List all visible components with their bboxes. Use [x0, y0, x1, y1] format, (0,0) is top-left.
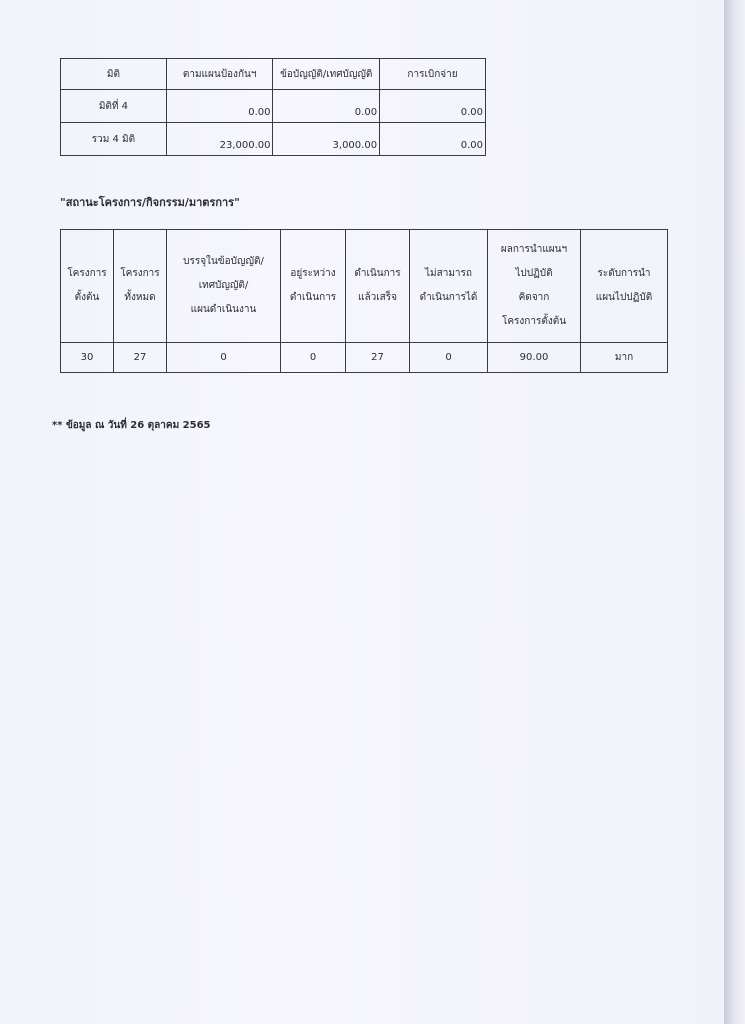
- budget-row-label: มิติที่ 4: [61, 90, 167, 123]
- status-header-all-projects: โครงการ ทั้งหมด: [114, 230, 167, 343]
- status-value-in-ordinance: 0: [167, 343, 281, 373]
- budget-row-plan: 0.00: [166, 90, 273, 123]
- status-header-in-progress: อยู่ระหว่าง ดำเนินการ: [281, 230, 346, 343]
- status-value-completed: 27: [346, 343, 410, 373]
- status-table-header-row: [61, 230, 668, 343]
- scanner-edge: [724, 0, 745, 1024]
- status-value-all-projects: 27: [114, 343, 167, 373]
- status-header-initial-projects: โครงการ ตั้งต้น: [61, 230, 114, 343]
- status-value-implementation-result: 90.00: [488, 343, 581, 373]
- budget-row-disbursement: 0.00: [380, 123, 486, 156]
- table-row: [61, 343, 668, 373]
- status-value-initial-projects: 30: [61, 343, 114, 373]
- budget-table-header-row: [61, 59, 486, 90]
- table-row: [61, 123, 486, 156]
- budget-row-plan: 23,000.00: [166, 123, 273, 156]
- budget-row-label: รวม 4 มิติ: [61, 123, 167, 156]
- status-header-implementation-level: ระดับการนำ แผนไปปฏิบัติ: [581, 230, 668, 343]
- status-header-completed: ดำเนินการ แล้วเสร็จ: [346, 230, 410, 343]
- status-header-in-ordinance: บรรจุในข้อบัญญัติ/ เทศบัญญัติ/ แผนดำเนินงาน: [167, 230, 281, 343]
- status-section-title: "สถานะโครงการ/กิจกรรม/มาตรการ": [60, 196, 240, 209]
- status-value-implementation-level: มาก: [581, 343, 668, 373]
- data-date-footnote: ** ข้อมูล ณ วันที่ 26 ตุลาคม 2565: [52, 420, 211, 431]
- budget-row-ordinance: 3,000.00: [273, 123, 380, 156]
- budget-table: [60, 58, 486, 156]
- status-value-unable: 0: [410, 343, 488, 373]
- budget-row-disbursement: 0.00: [380, 90, 486, 123]
- status-header-unable: ไม่สามารถ ดำเนินการได้: [410, 230, 488, 343]
- budget-header-disbursement: การเบิกจ่าย: [380, 59, 486, 90]
- table-row: [61, 90, 486, 123]
- status-header-implementation-result: ผลการนำแผนฯ ไปปฏิบัติ คิดจาก โครงการตั้งต้น: [488, 230, 581, 343]
- status-value-in-progress: 0: [281, 343, 346, 373]
- budget-header-plan: ตามแผนป้องกันฯ: [166, 59, 273, 90]
- budget-header-ordinance: ข้อบัญญัติ/เทศบัญญัติ: [273, 59, 380, 90]
- budget-row-ordinance: 0.00: [273, 90, 380, 123]
- budget-header-dimension: มิติ: [61, 59, 167, 90]
- status-table: [60, 229, 668, 373]
